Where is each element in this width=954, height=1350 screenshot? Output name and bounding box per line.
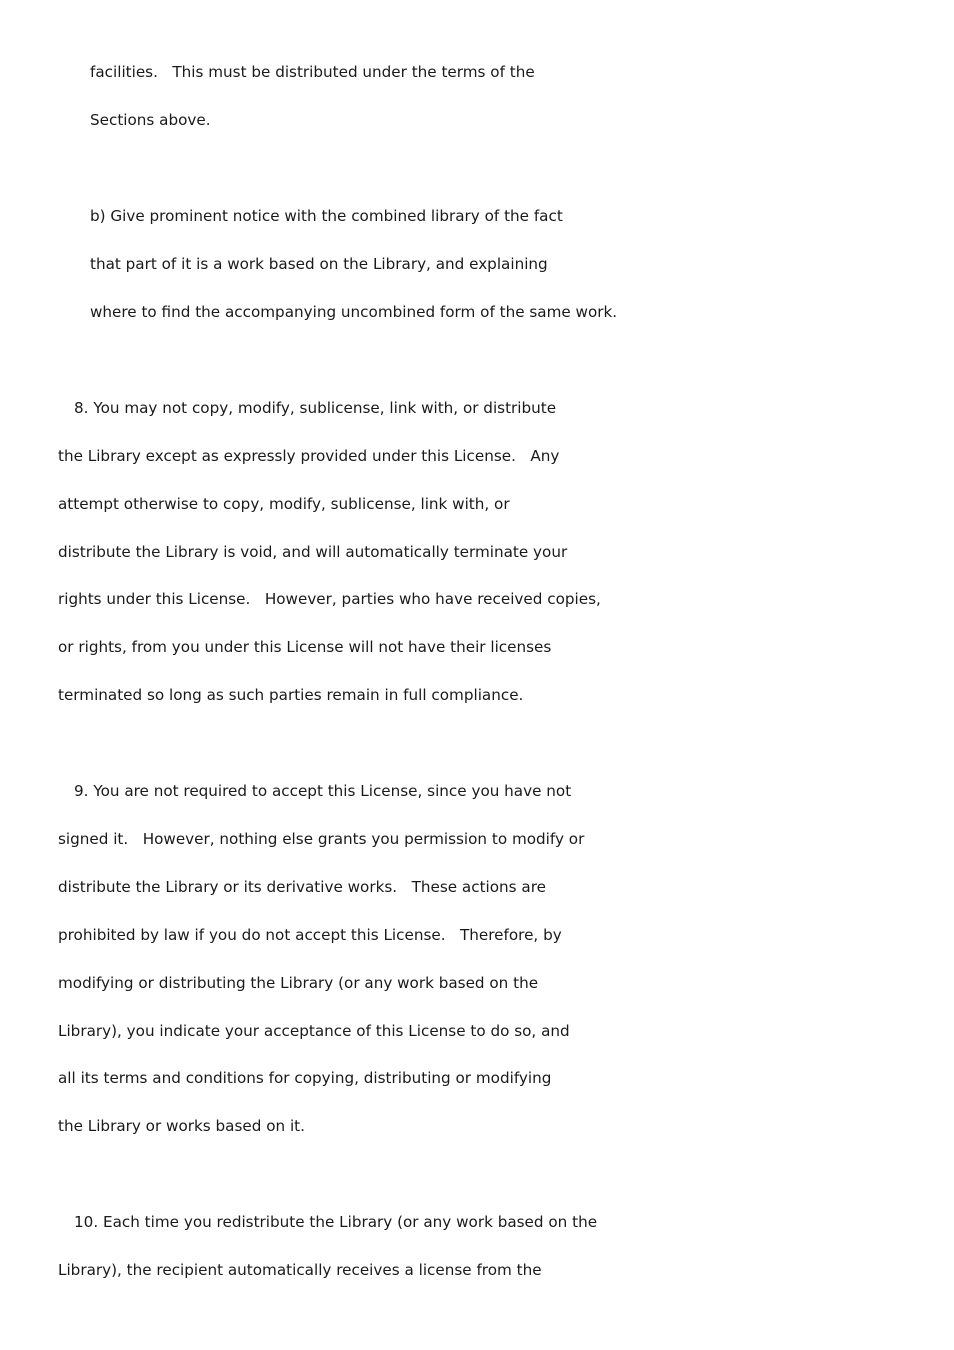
text-line: facilities. This must be distributed under the terms of the bbox=[90, 63, 535, 81]
section-9-start: 9. You are not required to accept this License, since you have not bbox=[74, 782, 572, 800]
text-line: attempt otherwise to copy, modify, sublicense, link with, or bbox=[58, 495, 510, 513]
text-line: modifying or distributing the Library (or any work based on the bbox=[58, 974, 539, 992]
text-line: Library), the recipient automatically receives a license from the bbox=[58, 1261, 542, 1279]
text-line: prohibited by law if you do not accept this License. Therefore, by bbox=[58, 926, 562, 944]
text-line: all its terms and conditions for copying, distributing or modifying bbox=[58, 1069, 552, 1087]
text-line: distribute the Library is void, and will automatically terminate your bbox=[58, 543, 568, 561]
text-line: signed it. However, nothing else grants you permission to modify or bbox=[58, 830, 585, 848]
text-line: the Library or works based on it. bbox=[58, 1117, 305, 1135]
text-line: Sections above. bbox=[90, 111, 211, 129]
section-10-start: 10. Each time you redistribute the Library (or any work based on the bbox=[74, 1213, 598, 1231]
text-line: Library), you indicate your acceptance of this License to do so, and bbox=[58, 1022, 570, 1040]
text-line: distribute the Library or its derivative works. These actions are bbox=[58, 878, 546, 896]
text-line: rights under this License. However, parties who have received copies, bbox=[58, 590, 601, 608]
section-8-start: 8. You may not copy, modify, sublicense, link with, or distribute bbox=[74, 399, 557, 417]
text-line: terminated so long as such parties remain in full compliance. bbox=[58, 686, 524, 704]
text-line: the Library except as expressly provided under this License. Any bbox=[58, 447, 560, 465]
text-line: b) Give prominent notice with the combined library of the fact bbox=[90, 207, 563, 225]
text-line: where to find the accompanying uncombined form of the same work. bbox=[90, 303, 618, 321]
text-line: that part of it is a work based on the Library, and explaining bbox=[90, 255, 548, 273]
text-line: or rights, from you under this License will not have their licenses bbox=[58, 638, 552, 656]
